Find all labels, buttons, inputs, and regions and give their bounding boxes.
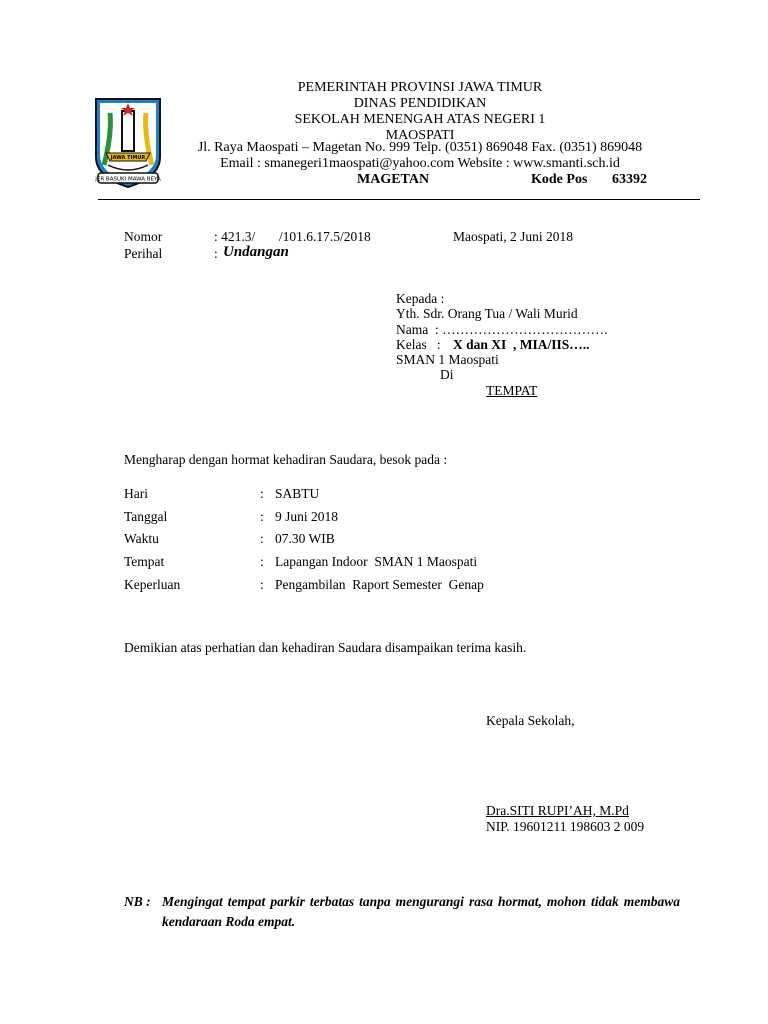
invitation-intro: Mengharap dengan hormat kehadiran Saudara, besok pada : <box>124 452 448 467</box>
letter-date: Maospati, 2 Juni 2018 <box>453 229 573 244</box>
detail-colon: : <box>260 554 264 569</box>
detail-colon: : <box>260 486 264 501</box>
detail-colon: : <box>260 577 264 592</box>
signature-name: Dra.SITI RUPI’AH, M.Pd <box>486 803 629 818</box>
perihal-label: Perihal <box>124 246 163 261</box>
detail-label: Hari <box>124 486 148 501</box>
recipient-kelas-label: Kelas : <box>396 337 441 352</box>
detail-label: Tempat <box>124 554 165 569</box>
recipient-school: SMAN 1 Maospati <box>396 352 499 367</box>
detail-colon: : <box>260 531 264 546</box>
header-school-city: MAOSPATI <box>385 128 455 143</box>
header-government: PEMERINTAH PROVINSI JAWA TIMUR <box>297 80 543 95</box>
header-department: DINAS PENDIDIKAN <box>353 96 487 111</box>
signature-nip: NIP. 19601211 198603 2 009 <box>486 819 645 834</box>
recipient-yth: Yth. Sdr. Orang Tua / Wali Murid <box>396 306 578 321</box>
header-city: MAGETAN <box>357 172 430 187</box>
detail-label: Tanggal <box>124 509 168 524</box>
nomor-value: : 421.3/ /101.6.17.5/2018 <box>214 229 371 244</box>
header-postal-code: 63392 <box>612 172 647 187</box>
signature-title: Kepala Sekolah, <box>486 713 575 728</box>
perihal-colon: : <box>214 246 218 261</box>
detail-value: Pengambilan Raport Semester Genap <box>275 577 484 592</box>
footnote-label: NB : <box>124 894 151 909</box>
logo-ribbon-text: JAWA TIMUR <box>110 154 146 161</box>
detail-value: 07.30 WIB <box>275 531 335 546</box>
header-school: SEKOLAH MENENGAH ATAS NEGERI 1 <box>294 112 546 127</box>
nomor-label: Nomor <box>124 229 163 244</box>
detail-colon: : <box>260 509 264 524</box>
recipient-tempat: TEMPAT <box>486 383 538 398</box>
province-emblem-logo <box>92 95 164 191</box>
recipient-kelas-value: X dan XI , MIA/IIS….. <box>453 337 590 352</box>
detail-label: Waktu <box>124 531 159 546</box>
header-postal-label: Kode Pos <box>531 172 588 187</box>
header-address: Jl. Raya Maospati – Magetan No. 999 Telp. (0351) 869048 Fax. (0351) 869048 <box>197 140 643 155</box>
detail-label: Keperluan <box>124 577 181 592</box>
closing-sentence: Demikian atas perhatian dan kehadiran Saudara disampaikan terima kasih. <box>124 640 527 655</box>
perihal-value: Undangan <box>223 244 289 260</box>
detail-value: 9 Juni 2018 <box>275 509 339 524</box>
detail-value: SABTU <box>275 486 320 501</box>
detail-value: Lapangan Indoor SMAN 1 Maospati <box>275 554 478 569</box>
recipient-di: Di <box>440 367 454 382</box>
recipient-kepada: Kepada : <box>396 291 445 306</box>
logo-banner-text: JER BASUKI MAWA BEYA <box>95 176 161 183</box>
footnote-text: Mengingat tempat parkir terbatas tanpa mengurangi rasa hormat, mohon tidak membawa kendaraan Roda empat. <box>162 894 680 929</box>
header-contact: Email : smanegeri1maospati@yahoo.com Website : www.smanti.sch.id <box>220 156 620 171</box>
recipient-nama: Nama : ………………………………. <box>396 322 608 337</box>
letterhead-divider <box>98 199 700 200</box>
